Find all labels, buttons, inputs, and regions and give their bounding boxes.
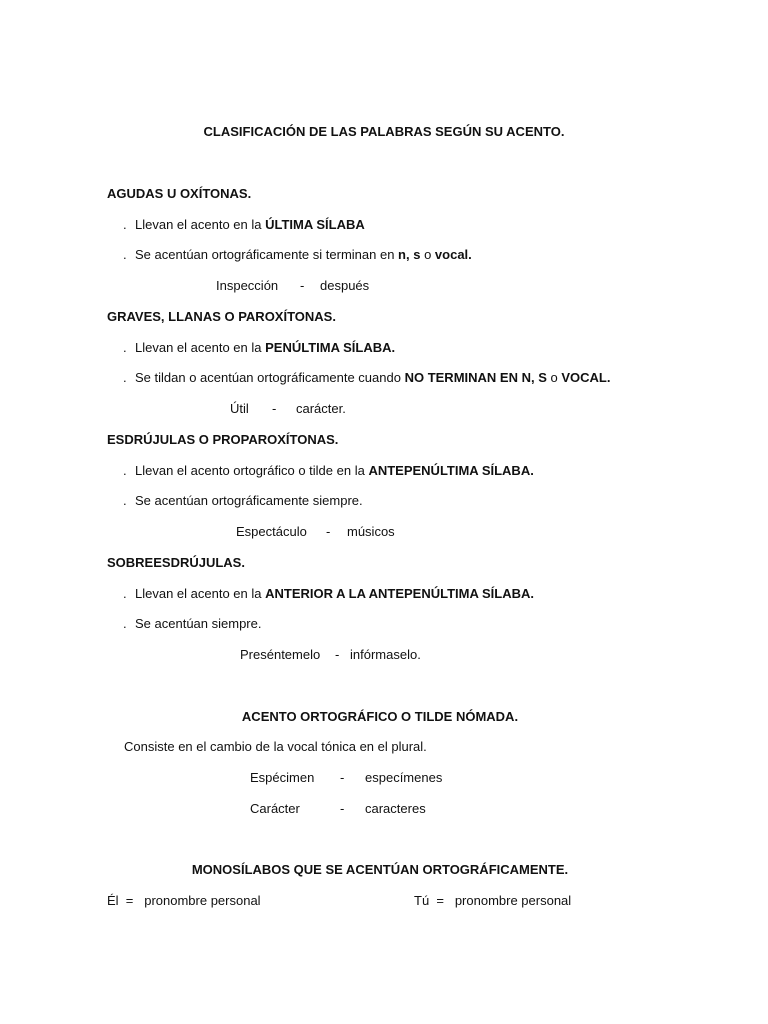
example-word: Espectáculo xyxy=(236,524,307,539)
nomada-description: Consiste en el cambio de la vocal tónica en el plural. xyxy=(124,739,427,754)
bullet-mark: . xyxy=(123,616,127,631)
section-heading-nomada: ACENTO ORTOGRÁFICO O TILDE NÓMADA. xyxy=(241,709,519,724)
bullet-bold-text: vocal. xyxy=(434,247,472,262)
esdrujulas-bullet-2 xyxy=(123,493,363,509)
example-word: Inspección xyxy=(216,278,279,293)
bullet-mark: . xyxy=(123,247,127,262)
sobreesdrujulas-bullet-2 xyxy=(123,616,261,632)
bullet-text: Llevan el acento en la xyxy=(135,586,266,601)
bullet-text: Llevan el acento en la xyxy=(135,217,266,232)
graves-bullet-2 xyxy=(123,370,610,386)
monosilabo-tu: Tú = pronombre personal xyxy=(414,893,572,908)
bullet-mark: . xyxy=(123,217,127,232)
bullet-bold-text: ANTEPENÚLTIMA SÍLABA. xyxy=(368,463,534,478)
bullet-mark: . xyxy=(123,340,127,355)
example-word: Preséntemelo xyxy=(240,647,321,662)
bullet-bold-text: ANTERIOR A LA ANTEPENÚLTIMA SÍLABA. xyxy=(265,586,535,601)
example-word: carácter. xyxy=(296,401,346,416)
example-dash: - xyxy=(272,401,277,416)
bullet-mark: . xyxy=(123,586,127,601)
bullet-text: o xyxy=(546,370,562,385)
graves-bullet-1 xyxy=(123,340,395,356)
bullet-bold-text: n, s xyxy=(398,247,421,262)
bullet-text: Se acentúan ortográficamente siempre. xyxy=(135,493,363,508)
section-heading-graves: GRAVES, LLANAS O PAROXÍTONAS. xyxy=(107,309,336,324)
section-heading-monosilabos: MONOSÍLABOS QUE SE ACENTÚAN ORTOGRÁFICAMENTE. xyxy=(191,862,569,877)
document-title: CLASIFICACIÓN DE LAS PALABRAS SEGÚN SU ACENTO. xyxy=(203,124,565,139)
agudas-bullet-1 xyxy=(123,217,365,233)
example-word: músicos xyxy=(347,524,395,539)
bullet-mark: . xyxy=(123,463,127,478)
bullet-bold-text: NO TERMINAN EN N, S xyxy=(404,370,547,385)
bullet-bold-text: PENÚLTIMA SÍLABA. xyxy=(265,340,396,355)
example-dash: - xyxy=(335,647,340,662)
bullet-mark: . xyxy=(123,493,127,508)
example-word: Espécimen xyxy=(250,770,315,785)
bullet-bold-text: ÚLTIMA SÍLABA xyxy=(265,217,365,232)
agudas-bullet-2 xyxy=(123,247,472,263)
example-dash: - xyxy=(300,278,305,293)
section-heading-sobreesdrujulas: SOBREESDRÚJULAS. xyxy=(107,555,245,570)
esdrujulas-bullet-1 xyxy=(123,463,534,479)
section-heading-agudas: AGUDAS U OXÍTONAS. xyxy=(107,186,252,201)
example-word: caracteres xyxy=(365,801,426,816)
bullet-text: Llevan el acento ortográfico o tilde en la xyxy=(135,463,369,478)
bullet-mark: . xyxy=(123,370,127,385)
example-word: después xyxy=(320,278,370,293)
example-word: Carácter xyxy=(250,801,300,816)
bullet-text: Se acentúan siempre. xyxy=(135,616,262,631)
example-dash: - xyxy=(340,770,345,785)
bullet-text: Se acentúan ortográficamente si terminan en xyxy=(135,247,399,262)
bullet-bold-text: VOCAL. xyxy=(561,370,611,385)
example-word: Útil xyxy=(230,401,249,416)
sobreesdrujulas-bullet-1 xyxy=(123,586,534,602)
bullet-text: o xyxy=(420,247,435,262)
bullet-text: Se tildan o acentúan ortográficamente cuando xyxy=(135,370,405,385)
monosilabo-el: Él = pronombre personal xyxy=(107,893,261,908)
section-heading-esdrujulas: ESDRÚJULAS O PROPAROXÍTONAS. xyxy=(107,432,339,447)
bullet-text: Llevan el acento en la xyxy=(135,340,266,355)
example-dash: - xyxy=(340,801,345,816)
example-word: especímenes xyxy=(365,770,443,785)
example-word: infórmaselo. xyxy=(350,647,421,662)
example-dash: - xyxy=(326,524,331,539)
